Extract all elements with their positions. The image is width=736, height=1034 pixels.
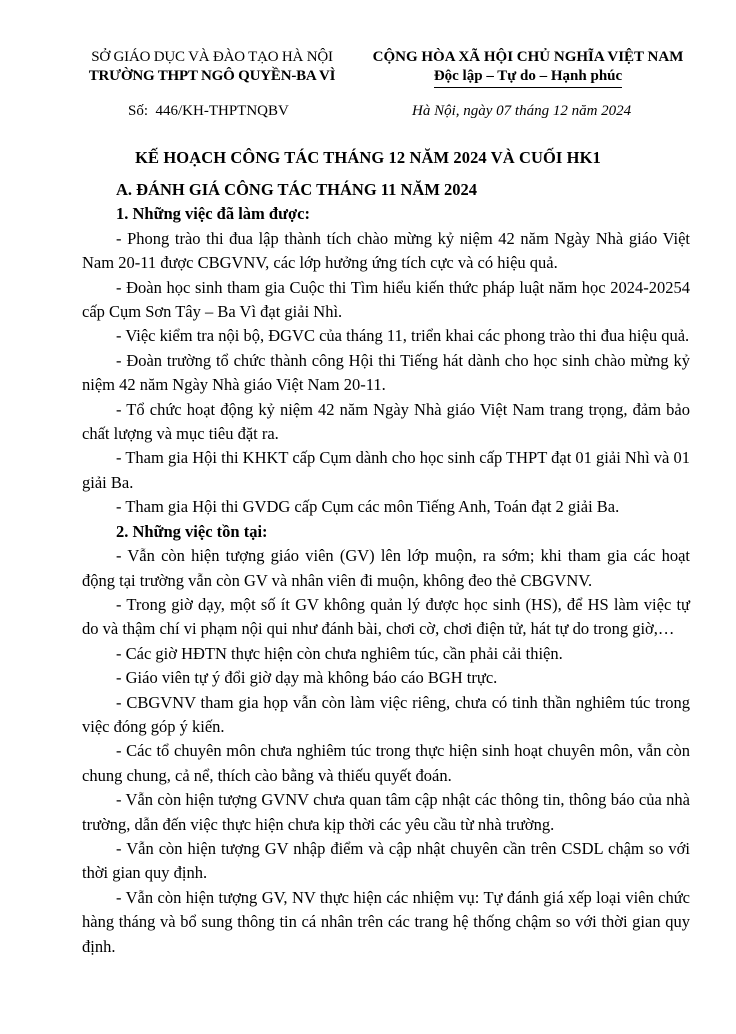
- list-item: - Các giờ HĐTN thực hiện còn chưa nghiêm túc, cần phải cải thiện.: [116, 643, 563, 663]
- list-item: - Tham gia Hội thi KHKT cấp Cụm dành cho học sinh cấp THPT đạt 01 giải Nhì và 01 giải Ba.: [82, 448, 690, 492]
- school-name: TRƯỜNG THPT NGÔ QUYỀN-BA VÌ: [88, 68, 336, 84]
- list-item: - Đoàn học sinh tham gia Cuộc thi Tìm hiểu kiến thức pháp luật năm học 2024-20254 cấp Cụm Sơn Tây – Ba Vì đạt giải Nhì.: [82, 277, 690, 322]
- list-item: - Đoàn trường tổ chức thành công Hội thi Tiếng hát dành cho học sinh chào mừng kỷ niệm 42 năm Ngày Nhà giáo Việt Nam 20-11.: [82, 350, 690, 395]
- part1-heading: 1. Những việc đã làm được:: [116, 204, 310, 224]
- motto: Độc lập – Tự do – Hạnh phúc: [434, 67, 622, 88]
- part2-heading: 2. Những việc tồn tại:: [116, 521, 268, 541]
- list-item: - Tham gia Hội thi GVDG cấp Cụm các môn Tiếng Anh, Toán đạt 2 giải Ba.: [116, 497, 620, 517]
- document-title: KẾ HOẠCH CÔNG TÁC THÁNG 12 NĂM 2024 VÀ CUỐI HK1: [135, 148, 601, 167]
- section-a-heading: A. ĐÁNH GIÁ CÔNG TÁC THÁNG 11 NĂM 2024: [116, 180, 478, 199]
- list-item: - Vẫn còn hiện tượng GV nhập điểm và cập nhật chuyên cần trên CSDL chậm so với thời gian quy định.: [82, 838, 690, 883]
- date-year: năm 2024: [567, 103, 632, 119]
- date-month: 12: [552, 103, 568, 119]
- list-item: - Việc kiểm tra nội bộ, ĐGVC của tháng 11, triển khai các phong trào thi đua hiệu quả.: [116, 326, 690, 346]
- list-item: - Trong giờ dạy, một số ít GV không quản lý được học sinh (HS), để HS làm việc tự do và thậm chí vi phạm nội qui như đánh bài, chơi cờ, chơi điện tử, hát tự do trong giờ,…: [82, 594, 690, 639]
- list-item: - Tổ chức hoạt động kỷ niệm 42 năm Ngày Nhà giáo Việt Nam trang trọng, đảm bảo chất lượng và mục tiêu đặt ra.: [82, 399, 690, 444]
- list-item: - Vẫn còn hiện tượng giáo viên (GV) lên lớp muộn, ra sớm; khi tham gia các hoạt động tại trường vẫn còn GV và nhân viên đi muộn, không đeo thẻ CBGVNV.: [82, 546, 690, 590]
- nation-name: CỘNG HÒA XÃ HỘI CHỦ NGHĨA VIỆT NAM: [372, 49, 684, 65]
- list-item: - Phong trào thi đua lập thành tích chào mừng kỷ niệm 42 năm Ngày Nhà giáo Việt Nam 20-11 được CBGVNV, các lớp hưởng ứng tích cực và có hiệu quả.: [82, 228, 690, 273]
- list-item: - CBGVNV tham gia họp vẫn còn làm việc riêng, chưa có tinh thần nghiêm túc trong việc đóng góp ý kiến.: [82, 692, 690, 736]
- document-number: Số: 446/KH-THPTNQBV: [128, 103, 289, 119]
- list-item: - Vẫn còn hiện tượng GV, NV thực hiện các nhiệm vụ: Tự đánh giá xếp loại viên chức hàng tháng và bổ sung thông tin cá nhân trên các trang hệ thống chậm so với thời gian quy định.: [82, 887, 690, 956]
- list-item: - Vẫn còn hiện tượng GVNV chưa quan tâm cập nhật các thông tin, thông báo của nhà trường, dẫn đến việc thực hiện chưa kịp thời các yêu cầu từ nhà trường.: [82, 790, 690, 834]
- list-item: - Giáo viên tự ý đổi giờ dạy mà không báo cáo BGH trực.: [116, 668, 498, 688]
- date-prefix: Hà Nội, ngày: [412, 103, 497, 119]
- list-item: - Các tổ chuyên môn chưa nghiêm túc trong thực hiện sinh hoạt chuyên môn, vẫn còn chung chung, cả nể, thích cào bằng và thiếu quyết đoán.: [82, 741, 690, 785]
- date-day: 07: [496, 103, 512, 119]
- issuing-organization: [62, 48, 362, 86]
- document-body: [82, 178, 690, 959]
- department-name: SỞ GIÁO DỤC VÀ ĐÀO TẠO HÀ NỘI: [91, 49, 333, 65]
- date-month-label: tháng: [511, 103, 553, 119]
- document-date: [412, 103, 631, 120]
- national-motto: [368, 48, 688, 88]
